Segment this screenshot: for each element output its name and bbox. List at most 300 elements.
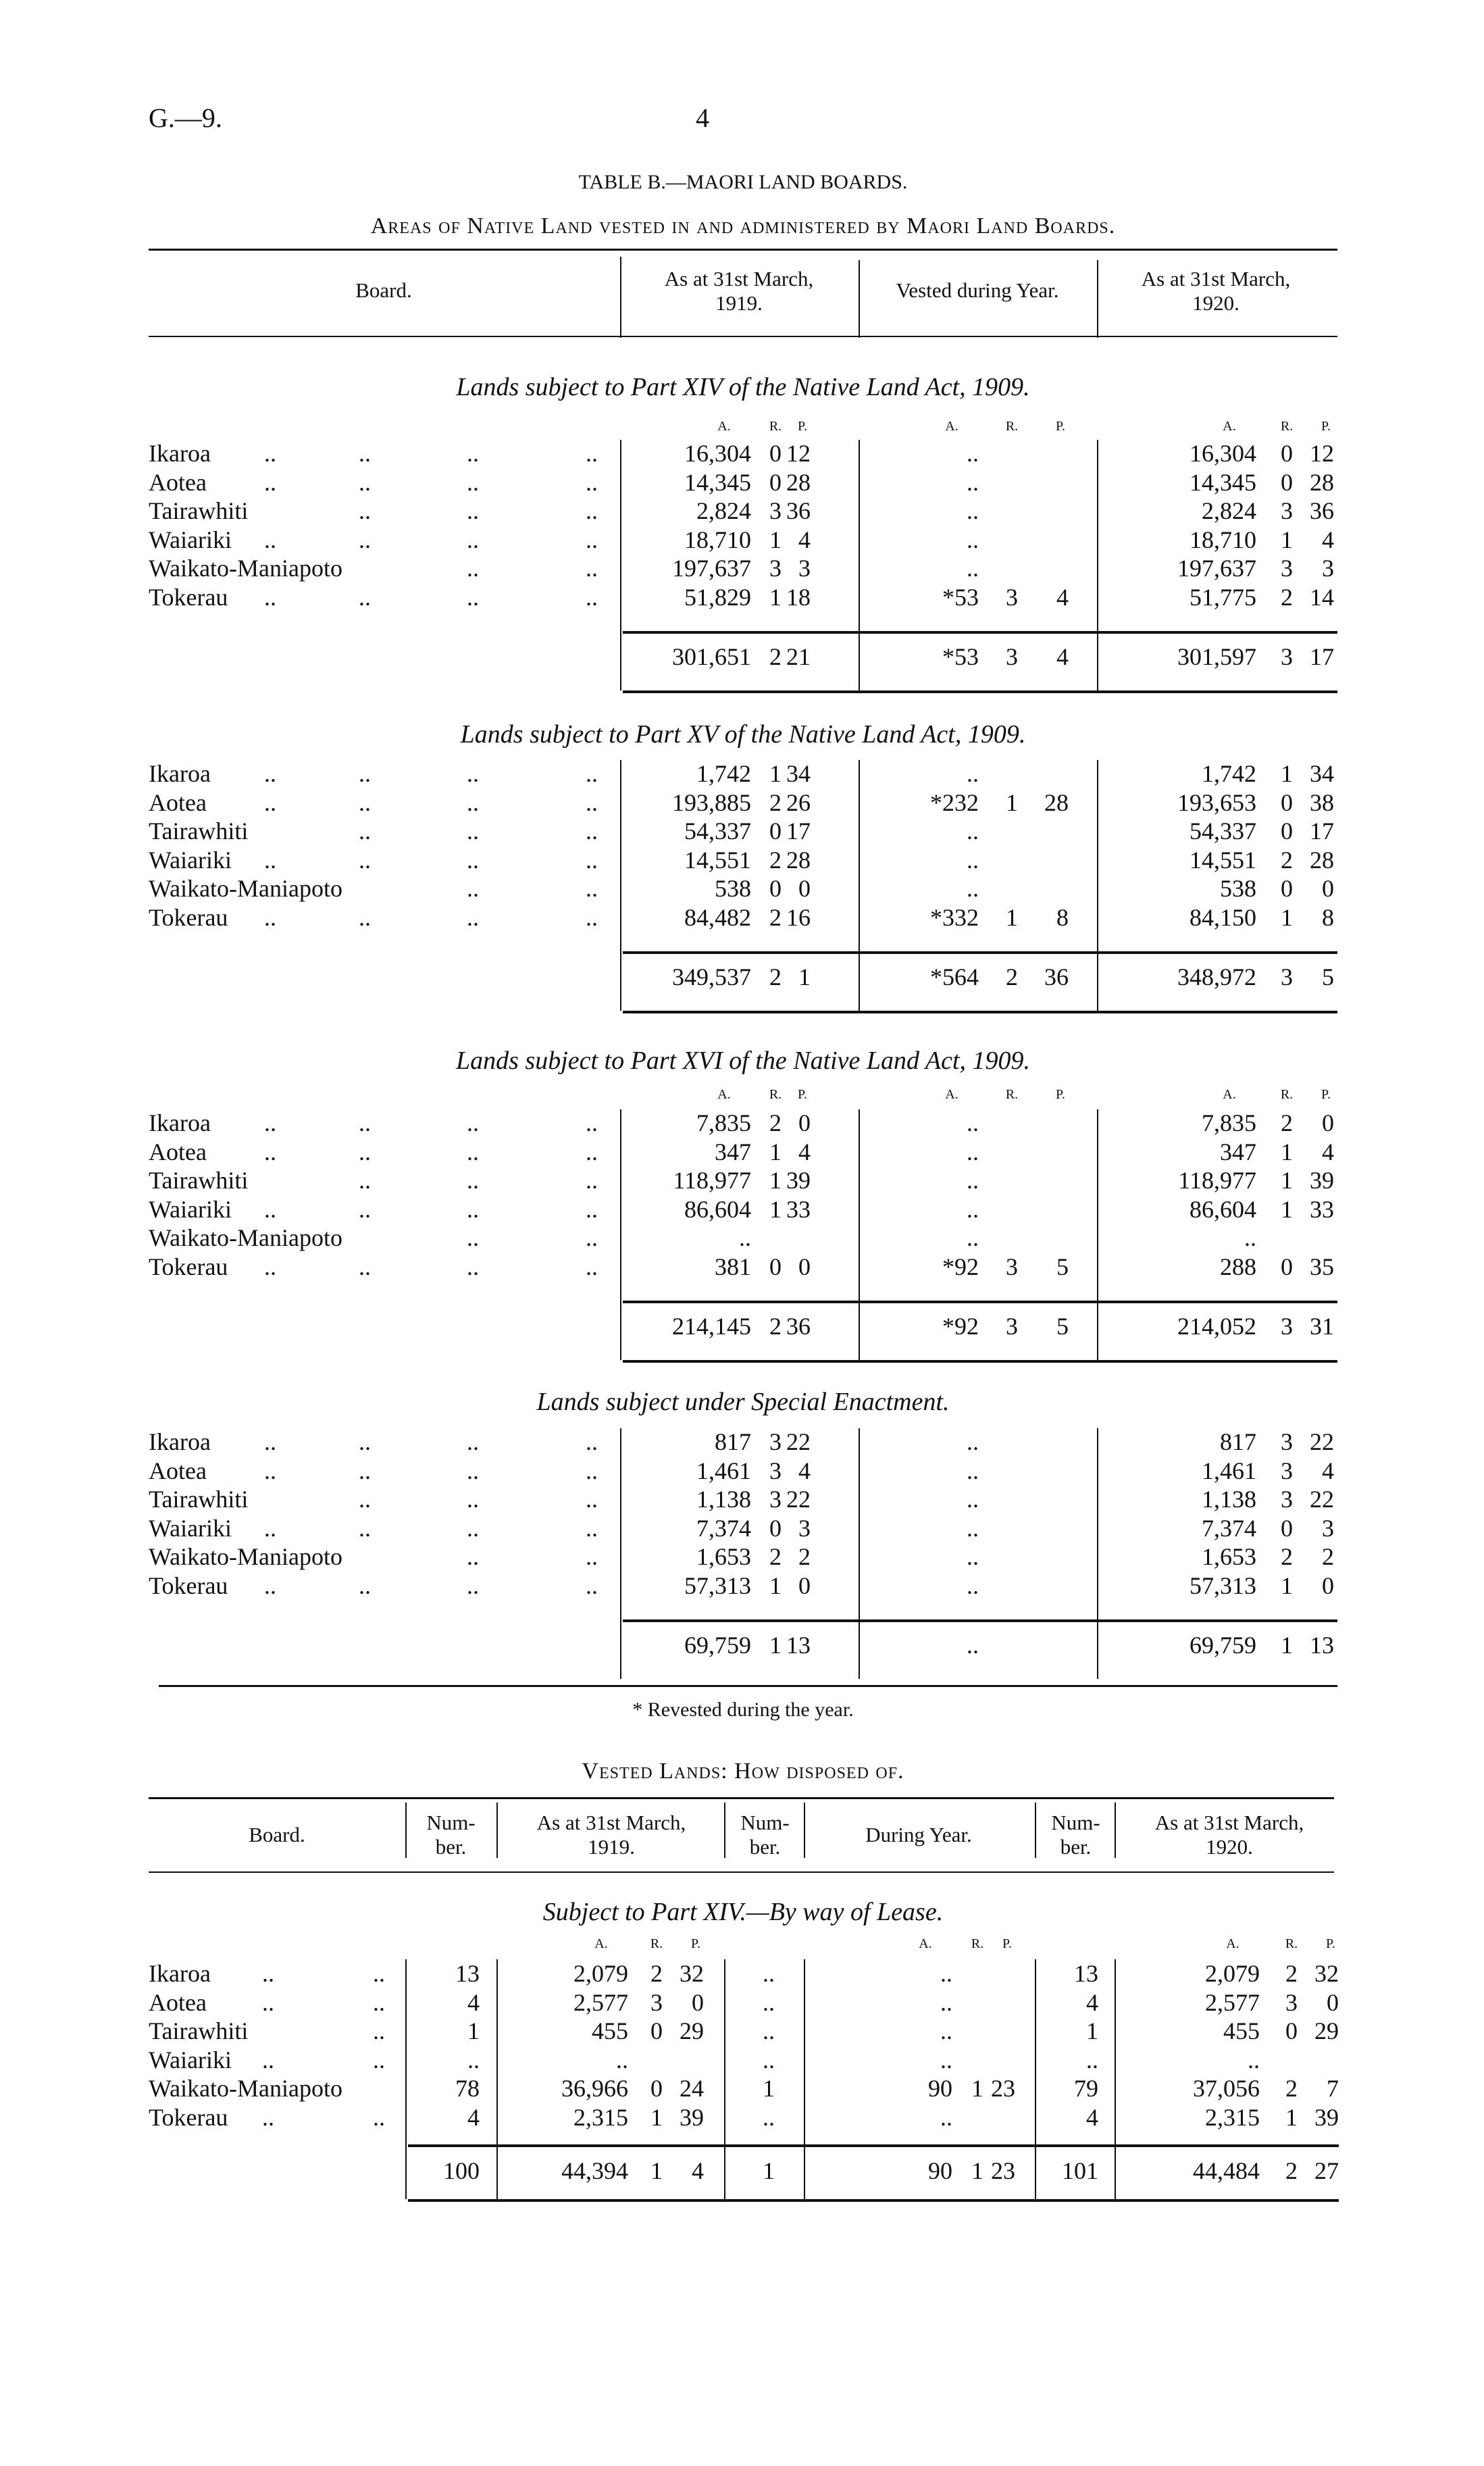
cell-acres: 2,315 [1205,2103,1260,2131]
rule [623,690,1337,693]
cell-perches: 0 [798,875,811,902]
cell-roods: 2 [1281,846,1293,874]
cell-roods: 1 [769,526,782,553]
leader-dots: .. [467,788,479,816]
cell-roods: 0 [1281,817,1293,845]
column-divider [804,1803,805,1858]
cell-acres: 51,829 [684,583,751,611]
rule [149,1871,1334,1873]
column-divider [1035,1803,1036,1858]
unit-acres: A. [945,1087,958,1102]
cell-acres: .. [967,1167,979,1194]
vested-lands-title: Vested Lands: How disposed of. [582,1759,904,1784]
cell-perches: 39 [680,2103,704,2131]
cell-acres: 538 [715,875,751,902]
cell-perches: 39 [1310,1167,1334,1194]
leader-dots: .. [373,2017,385,2044]
total-acres: *53 [942,643,979,670]
total-acres: 301,651 [672,643,751,670]
leader-dots: .. [467,817,479,845]
total-acres: 44,394 [561,2157,628,2184]
cell-acres: .. [616,2046,628,2073]
cell-acres: *332 [930,903,979,931]
cell-roods: 3 [1006,583,1018,611]
board-name: Tairawhiti [149,817,249,845]
cell-roods: 1 [1285,2103,1298,2131]
cell-perches: 35 [1310,1253,1334,1280]
total-perches: 4 [1056,643,1069,670]
leader-dots: .. [264,760,276,787]
cell-acres: 14,551 [1189,846,1256,874]
cell-roods: 1 [769,760,782,787]
cell-acres: .. [1244,1224,1256,1251]
cell-perches: 8 [1322,903,1334,931]
column-divider [804,1959,805,2199]
board-name: Tokerau [149,903,228,931]
cell-perches: 4 [1322,1457,1334,1484]
leader-dots: .. [586,1428,598,1455]
cell-acres: 455 [1223,2017,1260,2044]
cell-acres: .. [967,875,979,902]
total-perches: 4 [692,2157,704,2184]
cell-number-1920: .. [1086,2046,1098,2073]
leader-dots: .. [467,555,479,582]
cell-roods: 0 [650,2017,663,2044]
column-divider [859,1109,860,1360]
cell-acres: .. [967,555,979,582]
board-name: Tokerau [149,1253,228,1280]
rule [408,2144,1339,2147]
cell-perches: 28 [786,846,811,874]
cell-perches: 29 [1314,2017,1339,2044]
total-roods: 2 [769,1312,782,1340]
header-number-1920: Num- ber. [1051,1811,1100,1859]
leader-dots: .. [264,1109,276,1136]
cell-acres: 7,374 [696,1514,751,1542]
cell-roods: 3 [1281,1457,1293,1484]
leader-dots: .. [586,1138,598,1165]
leader-dots: .. [467,440,479,467]
cell-perches: 14 [1310,583,1334,611]
total-roods: 2 [769,963,782,990]
cell-roods: 2 [769,846,782,874]
cell-acres: 197,637 [1177,555,1256,582]
leader-dots: .. [586,1195,598,1223]
leader-dots: .. [467,468,479,496]
unit-acres: A. [717,1087,731,1102]
column-divider [859,440,860,690]
leader-dots: .. [467,1167,479,1194]
total-acres: 44,484 [1193,2157,1260,2184]
leader-dots: .. [264,583,276,611]
leader-dots: .. [359,817,371,845]
cell-acres: 57,313 [1189,1571,1256,1599]
leader-dots: .. [359,497,371,524]
rule [623,1011,1337,1013]
leader-dots: .. [264,1428,276,1455]
cell-perches: 12 [1310,440,1334,467]
cell-roods: 1 [1006,788,1018,816]
cell-number-during: .. [763,2103,775,2131]
leader-dots: .. [586,903,598,931]
cell-roods: 0 [769,1253,782,1280]
column-divider [496,1803,498,1858]
total-roods: 3 [1006,1312,1018,1340]
cell-acres: .. [967,1486,979,1513]
cell-acres: 14,551 [684,846,751,874]
cell-perches: 33 [786,1195,811,1223]
total-roods: 2 [1285,2157,1298,2184]
leader-dots: .. [264,1571,276,1599]
leader-dots: .. [467,1195,479,1223]
rule [408,2199,1339,2202]
leader-dots: .. [586,817,598,845]
cell-roods: 3 [1006,1253,1018,1280]
board-name: Waikato-Maniapoto [149,555,343,582]
total-acres: 90 [928,2157,952,2184]
leader-dots: .. [359,760,371,787]
section-heading: Lands subject to Part XV of the Native Land Act, 1909. [460,720,1026,749]
leader-dots: .. [467,583,479,611]
cell-number-1920: 4 [1086,1988,1098,2016]
leader-dots: .. [467,760,479,787]
cell-acres: .. [967,497,979,524]
cell-acres: .. [940,1960,952,1987]
leader-dots: .. [264,846,276,874]
cell-acres: 36,966 [561,2075,628,2102]
page-number: 4 [696,103,709,133]
cell-acres: .. [967,526,979,553]
cell-roods: 0 [1285,2017,1298,2044]
cell-acres: *53 [942,583,979,611]
column-divider [724,1959,725,2199]
header-1920: As at 31st March, 1920. [1141,267,1291,315]
cell-perches: 28 [786,468,811,496]
board-name: Waiariki [149,846,232,874]
column-divider [859,760,860,1011]
column-divider [1097,440,1098,690]
cell-acres: 1,138 [696,1486,751,1513]
cell-acres: 84,482 [684,903,751,931]
cell-roods: 3 [769,1457,782,1484]
section-heading: Lands subject to Part XVI of the Native Land Act, 1909. [455,1047,1031,1075]
header-1919: As at 31st March, 1919. [664,267,814,315]
leader-dots: .. [467,526,479,553]
cell-acres: 90 [928,2075,952,2102]
cell-number-during: .. [763,1988,775,2016]
column-divider [405,1959,407,2199]
board-name: Waikato-Maniapoto [149,1543,343,1570]
cell-acres: .. [967,1514,979,1542]
cell-perches: 26 [786,788,811,816]
cell-roods: 0 [650,2075,663,2102]
total-acres: 349,537 [672,963,751,990]
leader-dots: .. [359,526,371,553]
cell-number-1919: 13 [455,1960,480,1987]
unit-roods: R. [1005,419,1019,434]
cell-roods: 0 [769,468,782,496]
unit-perches: P. [1002,1936,1012,1951]
cell-acres: 2,315 [573,2103,628,2131]
cell-roods: 1 [769,1167,782,1194]
cell-acres: 1,742 [696,760,751,787]
leader-dots: .. [586,526,598,553]
cell-acres: 118,977 [673,1167,751,1194]
rule [623,631,1337,634]
leader-dots: .. [264,1514,276,1542]
board-name: Tairawhiti [149,2017,249,2044]
table-title: TABLE B.—MAORI LAND BOARDS. [578,171,908,193]
total-number-during: 1 [763,2157,775,2184]
cell-perches: 22 [786,1486,811,1513]
total-perches: 21 [786,643,811,670]
leader-dots: .. [467,903,479,931]
cell-perches: 28 [1044,788,1069,816]
cell-roods: 3 [650,1988,663,2016]
unit-perches: P. [1321,1087,1331,1102]
leader-dots: .. [359,788,371,816]
board-name: Ikaroa [149,440,211,467]
total-perches: 13 [786,1631,811,1659]
total-perches: 23 [991,2157,1015,2184]
unit-acres: A. [919,1936,932,1951]
leader-dots: .. [359,1138,371,1165]
cell-perches: 3 [798,1514,811,1542]
cell-perches: 36 [1310,497,1334,524]
column-divider [1097,1428,1098,1679]
rule [623,1301,1337,1303]
cell-roods: 0 [1281,875,1293,902]
cell-acres: 2,577 [573,1988,628,2016]
total-acres: 214,052 [1177,1312,1256,1340]
cell-acres: 1,138 [1202,1486,1256,1513]
column-divider [405,1803,407,1858]
leader-dots: .. [359,440,371,467]
cell-number-1919: 78 [455,2075,480,2102]
cell-acres: 7,835 [696,1109,751,1136]
header-board: Board. [249,1823,305,1846]
cell-roods: 1 [971,2075,983,2102]
total-acres: 348,972 [1177,963,1256,990]
unit-perches: P. [798,1087,807,1102]
board-name: Waiariki [149,2046,232,2073]
leader-dots: .. [359,468,371,496]
board-name: Aotea [149,788,207,816]
cell-perches: 3 [1322,1514,1334,1542]
total-roods: 3 [1281,963,1293,990]
cell-roods: 3 [1281,1428,1293,1455]
cell-number-1920: 4 [1086,2103,1098,2131]
board-name: Tairawhiti [149,497,249,524]
cell-acres: 538 [1220,875,1256,902]
cell-roods: 3 [1281,1486,1293,1513]
footnote: * Revested during the year. [632,1698,854,1721]
cell-acres: 817 [1220,1428,1256,1455]
cell-perches: 32 [680,1960,704,1987]
total-perches: 27 [1314,2157,1339,2184]
total-perches: 36 [786,1312,811,1340]
cell-acres: 817 [715,1428,751,1455]
leader-dots: .. [264,1195,276,1223]
cell-roods: 3 [769,497,782,524]
cell-acres: .. [967,817,979,845]
leader-dots: .. [264,440,276,467]
cell-acres: .. [940,2103,952,2131]
rule [159,1685,1337,1687]
cell-acres: .. [967,1571,979,1599]
cell-perches: 8 [1056,903,1069,931]
total-number-1920: 101 [1062,2157,1098,2184]
leader-dots: .. [467,1428,479,1455]
leader-dots: .. [262,2103,274,2131]
unit-perches: P. [1056,419,1065,434]
table-subtitle: Areas of Native Land vested in and administered by Maori Land Boards. [370,213,1116,238]
cell-perches: 4 [798,526,811,553]
unit-roods: R. [971,1936,984,1951]
cell-number-1919: .. [467,2046,480,2073]
cell-roods: 2 [1281,1543,1293,1570]
cell-perches: 22 [1310,1428,1334,1455]
cell-number-during: 1 [763,2075,775,2102]
leader-dots: .. [373,2103,385,2131]
cell-number-1919: 1 [467,2017,480,2044]
total-roods: 3 [1281,643,1293,670]
cell-acres: .. [940,2046,952,2073]
leader-dots: .. [586,846,598,874]
cell-acres: 347 [1220,1138,1256,1165]
cell-acres: 193,653 [1177,788,1256,816]
cell-perches: 0 [1322,1109,1334,1136]
total-acres: *564 [930,963,979,990]
leader-dots: .. [467,1138,479,1165]
board-name: Ikaroa [149,1109,211,1136]
cell-roods: 1 [1281,1571,1293,1599]
leader-dots: .. [359,903,371,931]
column-divider [620,1109,621,1360]
total-roods: 2 [1006,963,1018,990]
unit-roods: R. [1285,1936,1298,1951]
cell-perches: 39 [1314,2103,1339,2131]
cell-perches: 0 [798,1253,811,1280]
cell-number-1920: 1 [1086,2017,1098,2044]
cell-number-1920: 79 [1074,2075,1098,2102]
cell-perches: 24 [680,2075,704,2102]
cell-acres: 54,337 [684,817,751,845]
total-acres: 69,759 [1189,1631,1256,1659]
leader-dots: .. [467,1224,479,1251]
leader-dots: .. [359,1486,371,1513]
cell-perches: 34 [1310,760,1334,787]
cell-perches: 28 [1310,846,1334,874]
column-divider [1097,1109,1098,1360]
total-roods: 1 [650,2157,663,2184]
cell-acres: .. [967,760,979,787]
leader-dots: .. [467,1571,479,1599]
leader-dots: .. [264,526,276,553]
cell-roods: 1 [1281,903,1293,931]
leader-dots: .. [586,1109,598,1136]
leader-dots: .. [586,1457,598,1484]
unit-roods: R. [769,419,782,434]
header-number-1919: Num- ber. [426,1811,476,1859]
cell-perches: 39 [786,1167,811,1194]
cell-acres: 197,637 [672,555,751,582]
cell-acres: 1,742 [1202,760,1256,787]
cell-perches: 18 [786,583,811,611]
cell-number-1919: 4 [467,2103,480,2131]
header-number-during: Num- ber. [740,1811,790,1859]
board-name: Tokerau [149,2103,228,2131]
cell-perches: 34 [786,760,811,787]
cell-acres: 347 [715,1138,751,1165]
header-1920: As at 31st March, 1920. [1154,1811,1304,1859]
cell-perches: 17 [786,817,811,845]
cell-perches: 29 [680,2017,704,2044]
unit-acres: A. [945,419,958,434]
leader-dots: .. [359,1109,371,1136]
column-divider [859,1428,860,1679]
cell-acres: 193,885 [672,788,751,816]
unit-perches: P. [798,419,807,434]
board-name: Tokerau [149,583,228,611]
cell-perches: 4 [1056,583,1069,611]
cell-perches: 7 [1327,2075,1339,2102]
cell-perches: 38 [1310,788,1334,816]
cell-acres: 7,835 [1202,1109,1256,1136]
cell-number-1920: 13 [1074,1960,1098,1987]
leader-dots: .. [373,1960,385,1987]
cell-acres: 84,150 [1189,903,1256,931]
cell-acres: .. [967,1138,979,1165]
unit-acres: A. [717,419,731,434]
total-roods: 1 [769,1631,782,1659]
column-divider [620,257,621,338]
cell-roods: 1 [1006,903,1018,931]
cell-acres: 118,977 [1178,1167,1256,1194]
leader-dots: .. [373,1988,385,2016]
board-name: Ikaroa [149,1960,211,1987]
unit-roods: R. [1280,419,1294,434]
leader-dots: .. [586,440,598,467]
unit-perches: P. [1326,1936,1335,1951]
column-divider [1115,1803,1116,1858]
cell-roods: 3 [1285,1988,1298,2016]
cell-roods: 2 [769,1109,782,1136]
leader-dots: .. [264,788,276,816]
cell-perches: 16 [786,903,811,931]
leader-dots: .. [467,846,479,874]
board-name: Waiariki [149,1514,232,1542]
cell-perches: 5 [1056,1253,1069,1280]
cell-perches: 0 [1322,1571,1334,1599]
board-name: Aotea [149,468,207,496]
header-during-year: During Year. [865,1823,972,1846]
cell-roods: 0 [1281,440,1293,467]
cell-roods: 3 [769,1486,782,1513]
cell-acres: 2,079 [1205,1960,1260,1987]
cell-perches: 4 [798,1138,811,1165]
cell-acres: 16,304 [684,440,751,467]
total-perches: 5 [1056,1312,1069,1340]
cell-acres: 381 [715,1253,751,1280]
cell-acres: 14,345 [684,468,751,496]
unit-roods: R. [1005,1087,1019,1102]
section-heading: Lands subject under Special Enactment. [536,1388,950,1416]
cell-perches: 22 [1310,1486,1334,1513]
cell-roods: 0 [1281,1253,1293,1280]
cell-roods: 2 [1281,583,1293,611]
leader-dots: .. [359,846,371,874]
